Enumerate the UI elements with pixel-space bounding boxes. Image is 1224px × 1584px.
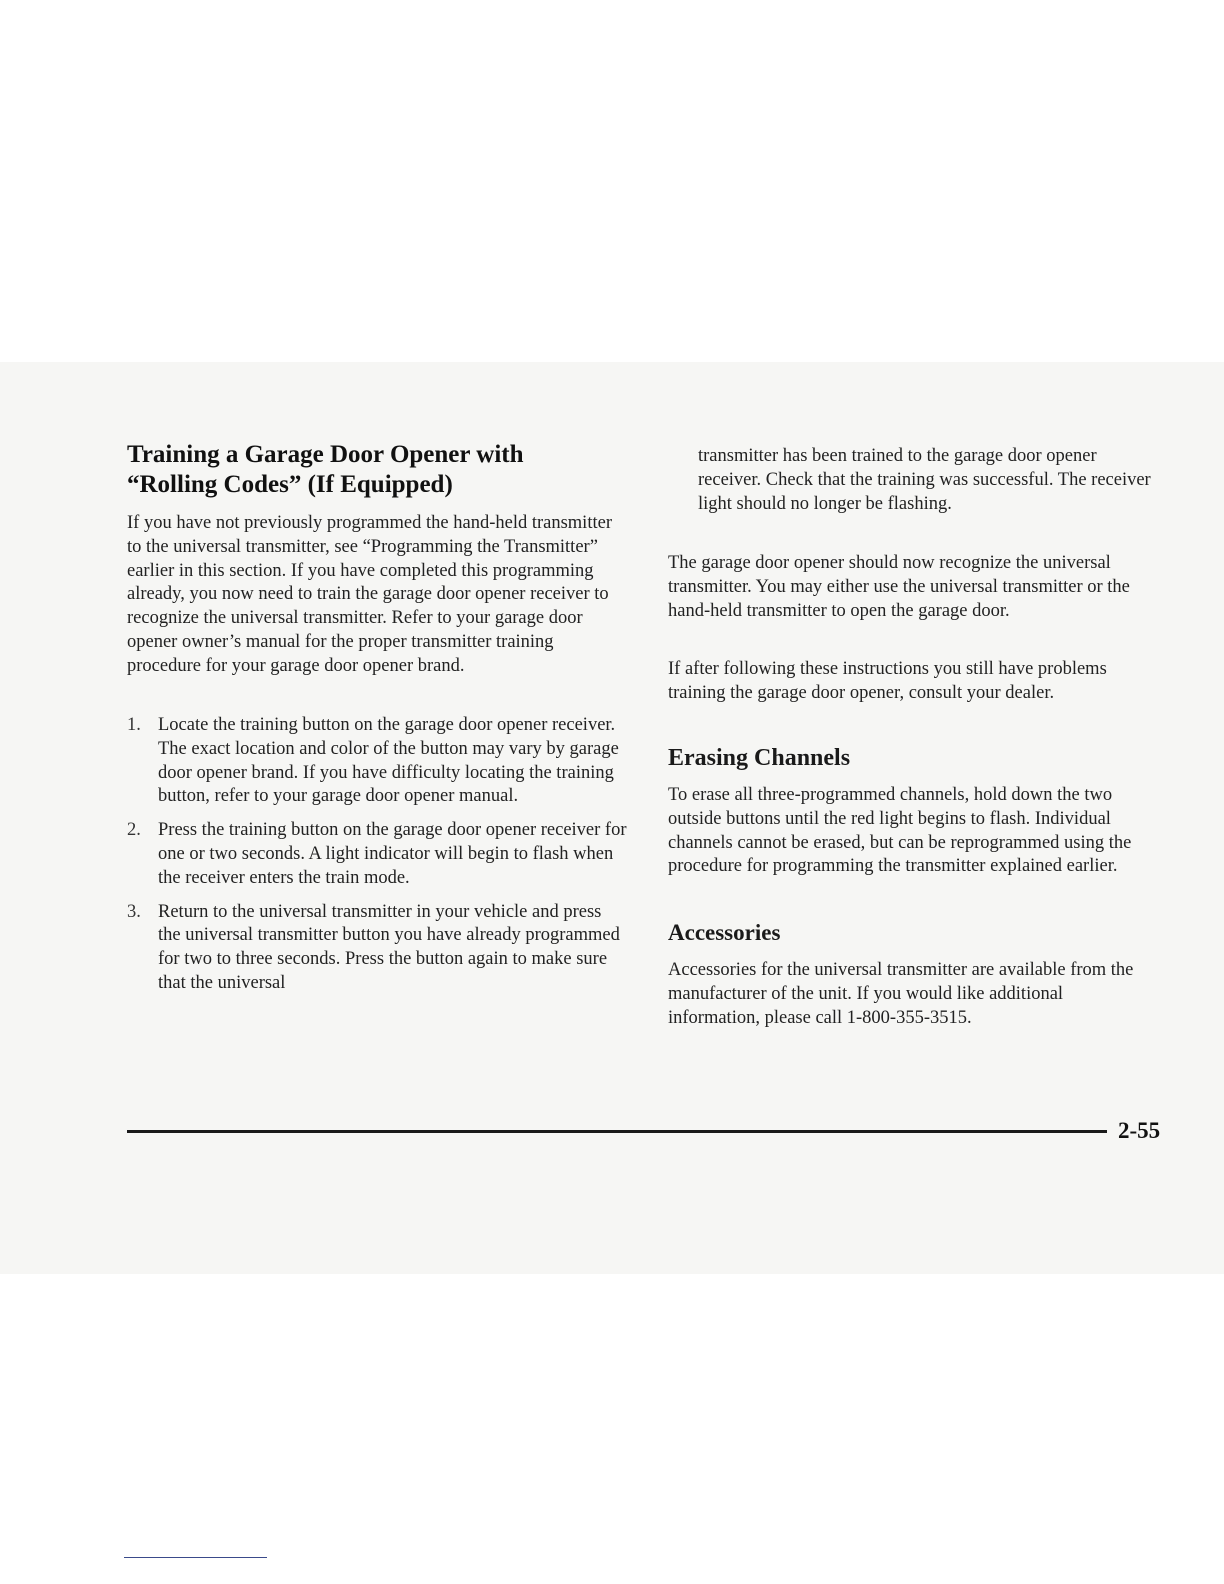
intro-paragraph: If you have not previously programmed the hand-held transmitter to the universal transmitter, see “Programming the Transmitter” earlier in this section. If you have completed this programming already, you now need to train the garage door opener receiver to recognize the universal transmitter. Refer to your garage door opener owner’s manual for the proper transmitter training procedure for your garage door opener brand. [127,513,612,676]
page-title [127,440,627,500]
footer-rule [127,1130,1107,1133]
title-line-1: Training a Garage Door Opener with [127,441,524,468]
steps-list [127,714,627,1006]
list-item [127,819,627,890]
step-number: 2. [127,820,141,841]
list-item [127,901,627,996]
erasing-section [668,743,1158,879]
accessories-heading: Accessories [668,920,781,945]
accessories-section [668,918,1158,1030]
step-text: Locate the training button on the garage door opener receiver. The exact location and color of the button may vary by garage door opener brand. If you have difficulty locating the training button, refer to your garage door opener manual. [158,715,619,807]
recognize-paragraph: The garage door opener should now recognize the universal transmitter. You may either use the universal transmitter or the hand-held transmitter to open the garage door. [668,553,1130,621]
erasing-heading: Erasing Channels [668,745,851,771]
step-number: 1. [127,715,141,735]
step-text: Return to the universal transmitter in your vehicle and press the universal transmitter button you have already programmed for two to three seconds. Press the button again to make sure that the universal [158,901,620,993]
list-item [127,714,627,809]
step-3-continuation: transmitter has been trained to the garage door opener receiver. Check that the training was successful. The receiver light should no longer be flashing. [698,446,1151,514]
step-text: Press the training button on the garage door opener receiver for one or two seconds. A light indicator will begin to flash when the receiver enters the train mode. [158,820,627,888]
step-number: 3. [127,901,141,922]
title-line-2: “Rolling Codes” (If Equipped) [127,471,453,498]
erasing-text: To erase all three-programmed channels, hold down the two outside buttons until the red light begins to flash. Individual channels cannot be erased, but can be reprogrammed using the procedure for programming the transmitter explained earlier. [668,785,1132,877]
accessories-text: Accessories for the universal transmitter are available from the manufacturer of the unit. If you would like additional information, please call 1-800-355-3515. [668,960,1134,1028]
page-number: 2-55 [1118,1118,1161,1143]
dealer-paragraph: If after following these instructions you still have problems training the garage door opener, consult your dealer. [668,659,1107,703]
footnote-rule [124,1557,267,1558]
